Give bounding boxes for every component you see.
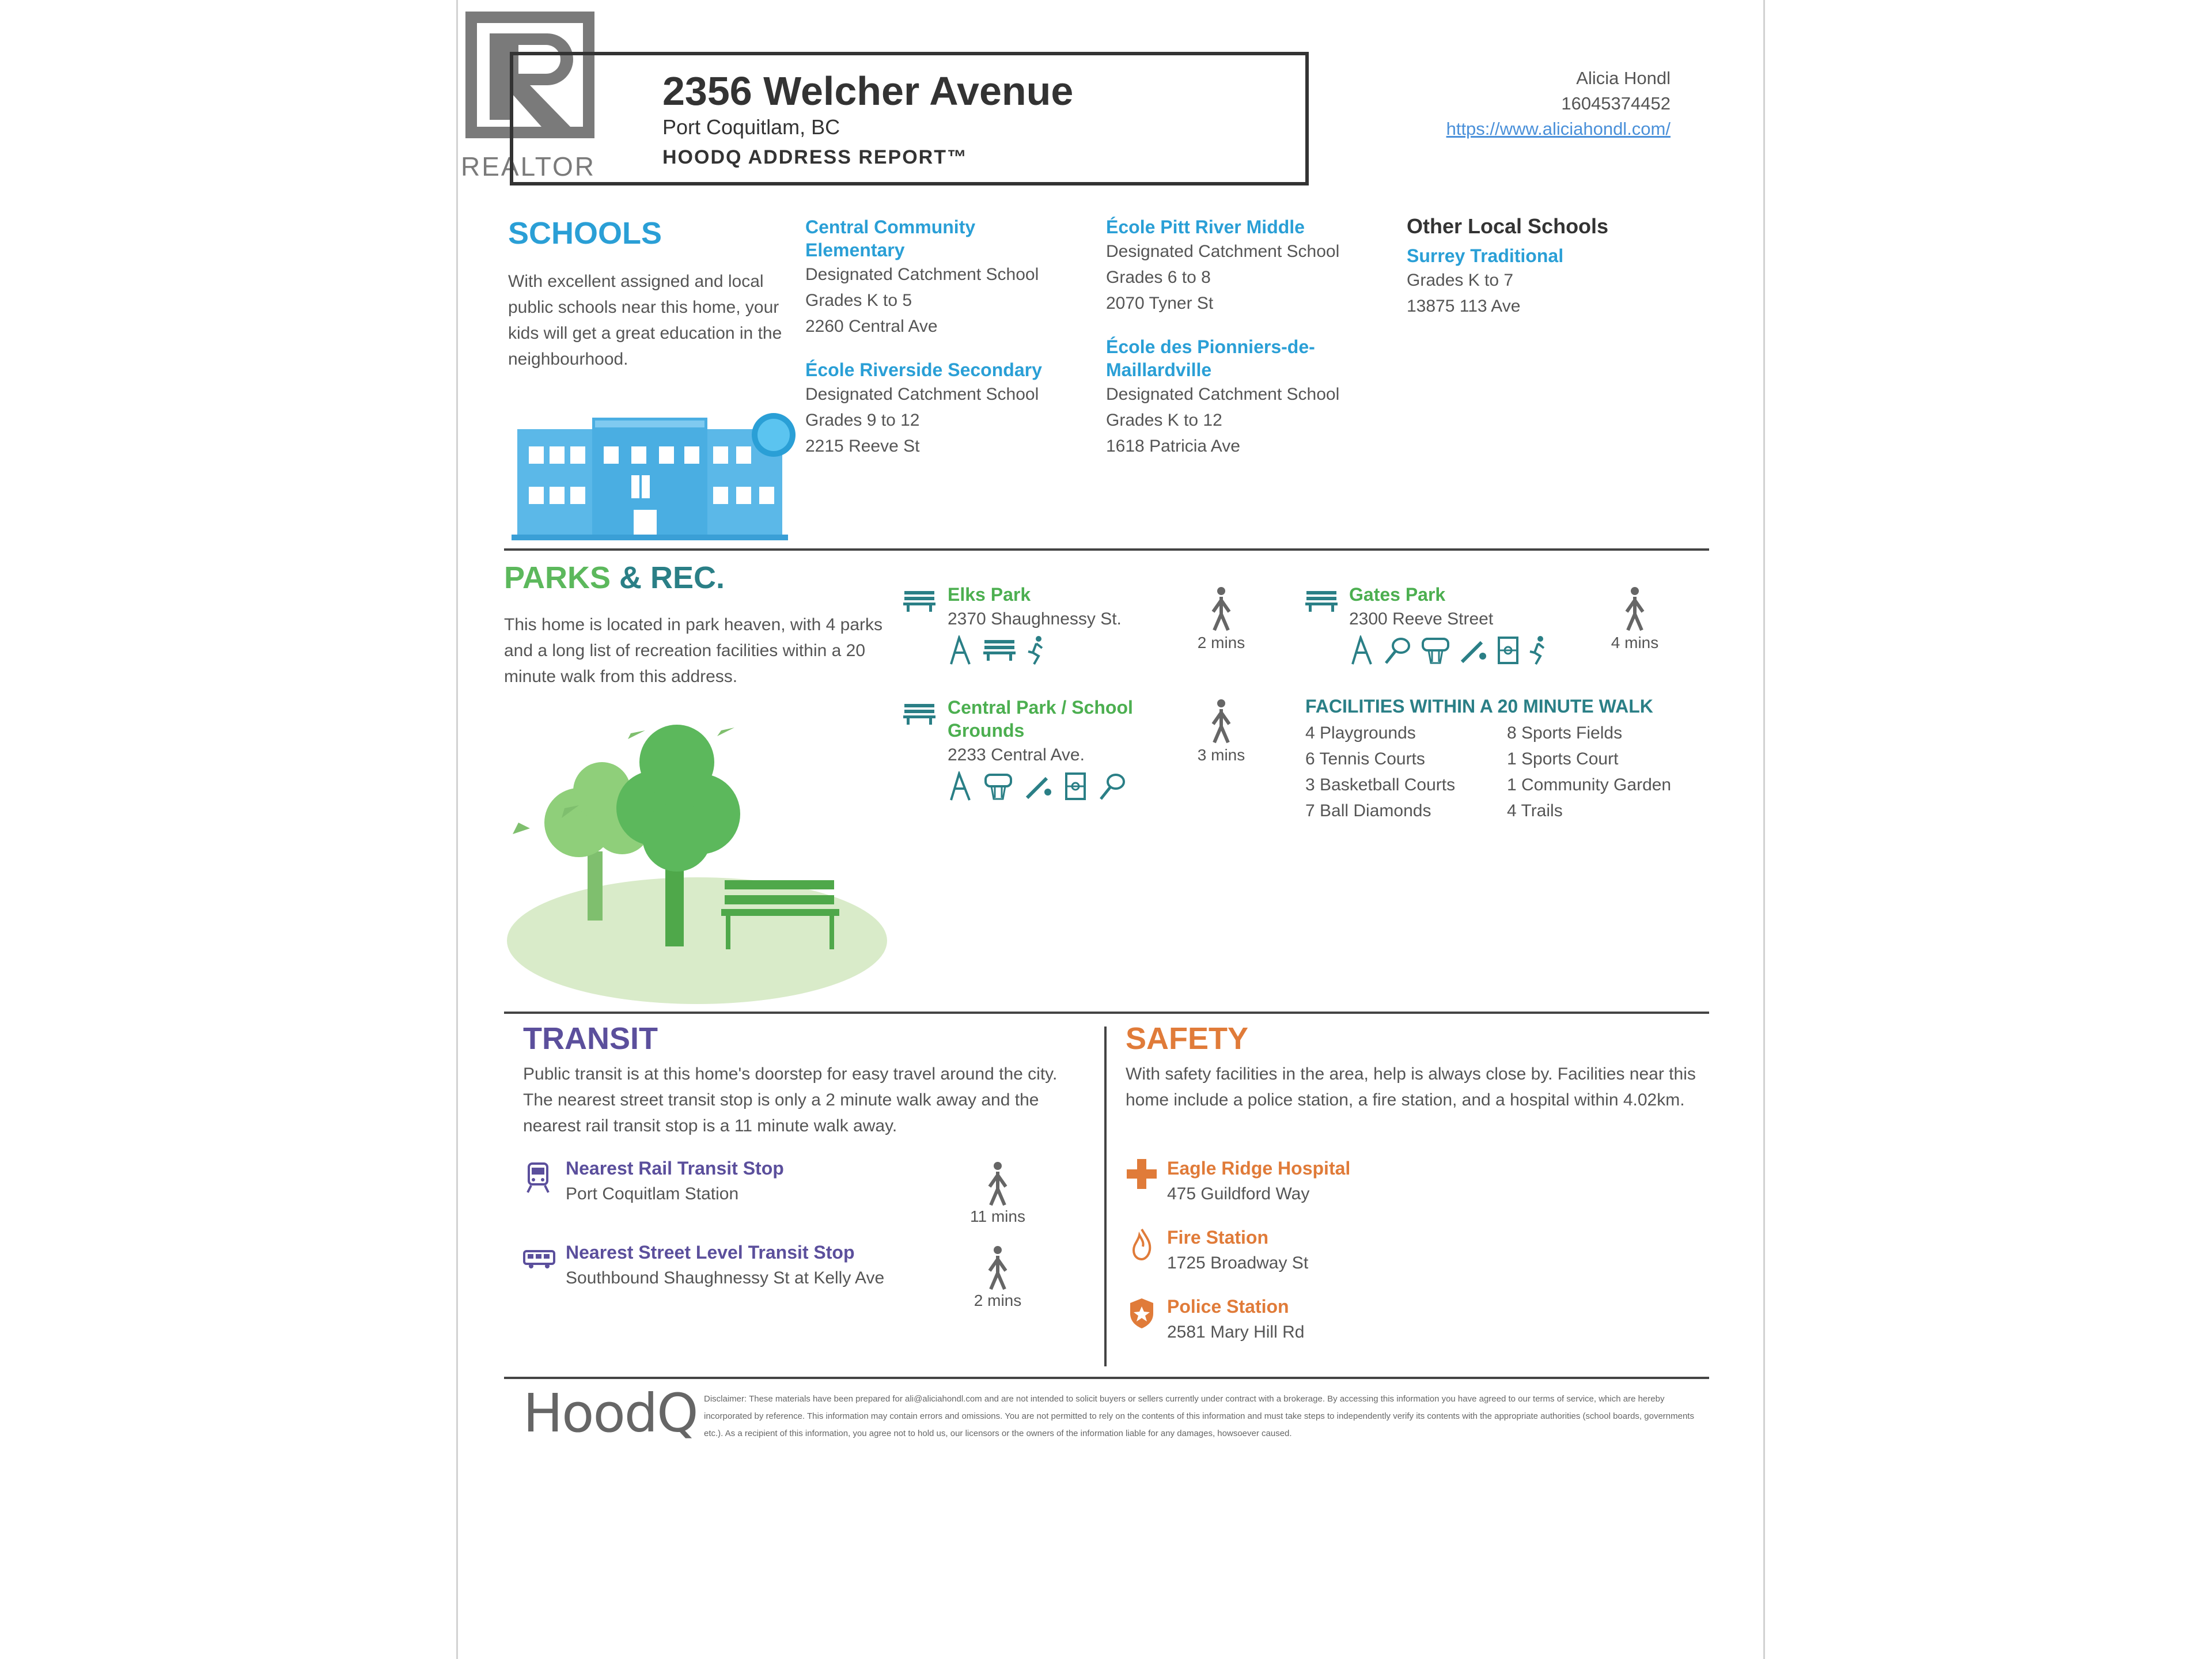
hoodq-logo: HoodQ (523, 1382, 698, 1444)
park-name[interactable]: Central Park / School (948, 697, 1133, 718)
walk-time: 3 mins (1197, 746, 1245, 764)
report-label: HOODQ ADDRESS REPORT™ (662, 146, 968, 168)
park-name[interactable]: Elks Park (948, 584, 1031, 605)
bus-icon (523, 1249, 555, 1270)
facilities-left-list (1305, 720, 1455, 824)
school-grades: Grades K to 7 (1407, 271, 1514, 290)
school-building-illustration (512, 403, 800, 547)
park-facility-icons (948, 635, 1190, 665)
disclaimer: Disclaimer: These materials have been prepared for ali@aliciahondl.com and are not intended to solicit buyers or sellers currently under contract with a brokerage. By accessing this information you have agreed to our terms of service, which are hereby incorporated by reference. This information may contain errors and omissions. You are not permitted to rely on the contents of this information and must take steps to independently verify its contents with the appropriate authorities (school boards, governments etc.). As a recipient of this information, you agree not to hold us, our licensors or the owners of the information liable for any damages, howsoever caused. (704, 1394, 1694, 1438)
rail-stop-heading: Nearest Rail Transit Stop (566, 1158, 784, 1179)
other-schools-heading: Other Local Schools (1407, 214, 1609, 238)
school-grades: Grades 6 to 8 (1106, 268, 1211, 287)
street-stop-heading: Nearest Street Level Transit Stop (566, 1242, 855, 1263)
school-name[interactable]: École Riverside Secondary (805, 359, 1042, 380)
school-name-cont[interactable]: Elementary (805, 240, 905, 260)
transit-intro: Public transit is at this home's doorstep for easy travel around the city. The nearest street transit stop is only a 2 minute walk away and the nearest rail transit stop is a 11 minute walk away. (523, 1065, 1058, 1135)
bench-icon (903, 589, 935, 612)
facility-item: 8 Sports Fields (1507, 724, 1623, 743)
facility-item: 1 Sports Court (1507, 749, 1619, 768)
safety-heading: SAFETY (1126, 1021, 1249, 1056)
schools-intro: With excellent assigned and local public schools near this home, your kids will get a great education in the neighbourhood. (508, 272, 782, 369)
park-card (1349, 583, 1591, 665)
park-name[interactable]: Gates Park (1349, 584, 1446, 605)
basketball-icon (983, 771, 1013, 801)
walk-time: 2 mins (1197, 634, 1245, 652)
basketball-icon (1421, 635, 1450, 665)
baseball-icon (1459, 635, 1488, 665)
park-card (948, 583, 1190, 665)
walk-icon (1618, 586, 1652, 632)
agent-name: Alicia Hondl (1576, 68, 1671, 88)
tennis-icon (1097, 771, 1127, 801)
school-type: Designated Catchment School (805, 265, 1039, 284)
parks-heading-b: & REC. (619, 560, 725, 595)
park-address: 2233 Central Ave. (948, 745, 1085, 764)
school-name-cont[interactable]: Maillardville (1106, 359, 1212, 380)
agent-phone: 16045374452 (1561, 93, 1671, 113)
school-type: Designated Catchment School (805, 385, 1039, 404)
facility-item: 4 Trails (1507, 801, 1563, 820)
parks-heading-a: PARKS (504, 560, 611, 595)
facilities-right-list (1507, 720, 1671, 824)
column-divider (1104, 1027, 1107, 1366)
walk-time: 4 mins (1611, 634, 1659, 652)
sports-field-icon (1064, 771, 1087, 801)
fire-icon (1130, 1228, 1153, 1260)
school-name[interactable]: École Pitt River Middle (1106, 217, 1305, 237)
trail-runner-icon (1026, 635, 1047, 665)
park-address: 2300 Reeve Street (1349, 609, 1494, 628)
school-address: 1618 Patricia Ave (1106, 437, 1240, 456)
playground-icon (1349, 635, 1374, 665)
school-name[interactable]: École des Pionniers-de- (1106, 336, 1315, 357)
school-card (805, 358, 1093, 459)
school-address: 2215 Reeve St (805, 437, 920, 456)
parks-intro: This home is located in park heaven, with 4 parks and a long list of recreation facilities within a 20 minute walk from this address. (504, 615, 882, 686)
park-facility-icons (948, 771, 1190, 801)
tennis-icon (1382, 635, 1412, 665)
school-type: Designated Catchment School (1106, 242, 1340, 261)
address-city: Port Coquitlam, BC (662, 115, 840, 139)
playground-icon (948, 771, 973, 801)
train-icon (525, 1161, 551, 1194)
facility-item: 1 Community Garden (1507, 775, 1672, 794)
section-divider (504, 1012, 1709, 1014)
park-card (948, 696, 1190, 801)
fire-station-address: 1725 Broadway St (1167, 1253, 1309, 1272)
police-badge-icon (1128, 1297, 1156, 1330)
street-stop-name: Southbound Shaughnessy St at Kelly Ave (566, 1268, 885, 1287)
facility-item: 4 Playgrounds (1305, 724, 1416, 743)
walk-time: 11 mins (970, 1207, 1025, 1225)
school-name[interactable]: Central Community (805, 217, 976, 237)
sports-field-icon (1497, 635, 1520, 665)
baseball-icon (1024, 771, 1054, 801)
school-address: 2260 Central Ave (805, 317, 938, 336)
police-station-address: 2581 Mary Hill Rd (1167, 1323, 1305, 1342)
school-card (1106, 215, 1394, 316)
walk-time: 2 mins (974, 1291, 1022, 1309)
hospital-cross-icon (1126, 1158, 1158, 1190)
bench-icon (983, 635, 1016, 663)
park-facility-icons (1349, 635, 1591, 665)
walk-icon (980, 1161, 1015, 1207)
school-grades: Grades K to 12 (1106, 411, 1222, 430)
facilities-heading: FACILITIES WITHIN A 20 MINUTE WALK (1305, 696, 1653, 717)
playground-icon (948, 635, 973, 665)
section-divider (504, 1377, 1709, 1379)
school-card (1106, 335, 1394, 459)
parks-heading (504, 560, 725, 596)
schools-heading: SCHOOLS (508, 216, 662, 251)
hospital-name: Eagle Ridge Hospital (1167, 1158, 1351, 1179)
school-name[interactable]: Surrey Traditional (1407, 245, 1564, 266)
facility-item: 7 Ball Diamonds (1305, 801, 1431, 820)
school-card (805, 215, 1093, 339)
facility-item: 6 Tennis Courts (1305, 749, 1425, 768)
park-address: 2370 Shaughnessy St. (948, 609, 1122, 628)
section-divider (504, 548, 1709, 551)
police-station-name: Police Station (1167, 1296, 1289, 1317)
school-address: 2070 Tyner St (1106, 294, 1214, 313)
walk-icon (1204, 699, 1238, 745)
page-title: 2356 Welcher Avenue (662, 69, 1074, 113)
hospital-address: 475 Guildford Way (1167, 1184, 1310, 1203)
school-grades: Grades K to 5 (805, 291, 912, 310)
park-illustration (507, 713, 904, 1007)
walk-icon (1204, 586, 1238, 632)
trail-runner-icon (1528, 635, 1548, 665)
walk-icon (980, 1245, 1015, 1291)
school-type: Designated Catchment School (1106, 385, 1340, 404)
bench-icon (1305, 589, 1338, 612)
facility-item: 3 Basketball Courts (1305, 775, 1456, 794)
realtor-wordmark: REALTOR (461, 151, 596, 181)
school-address: 13875 113 Ave (1407, 297, 1521, 316)
agent-website-link[interactable]: https://www.aliciahondl.com/ (1446, 119, 1671, 139)
safety-intro: With safety facilities in the area, help is always close by. Facilities near this home include a police station, a fire station, and a hospital within 4.02km. (1126, 1065, 1696, 1109)
school-grades: Grades 9 to 12 (805, 411, 920, 430)
park-name-cont[interactable]: Grounds (948, 720, 1025, 741)
other-schools (1407, 214, 1683, 319)
bench-icon (903, 702, 935, 725)
fire-station-name: Fire Station (1167, 1227, 1269, 1248)
rail-stop-name: Port Coquitlam Station (566, 1184, 739, 1203)
transit-heading: TRANSIT (523, 1021, 658, 1056)
